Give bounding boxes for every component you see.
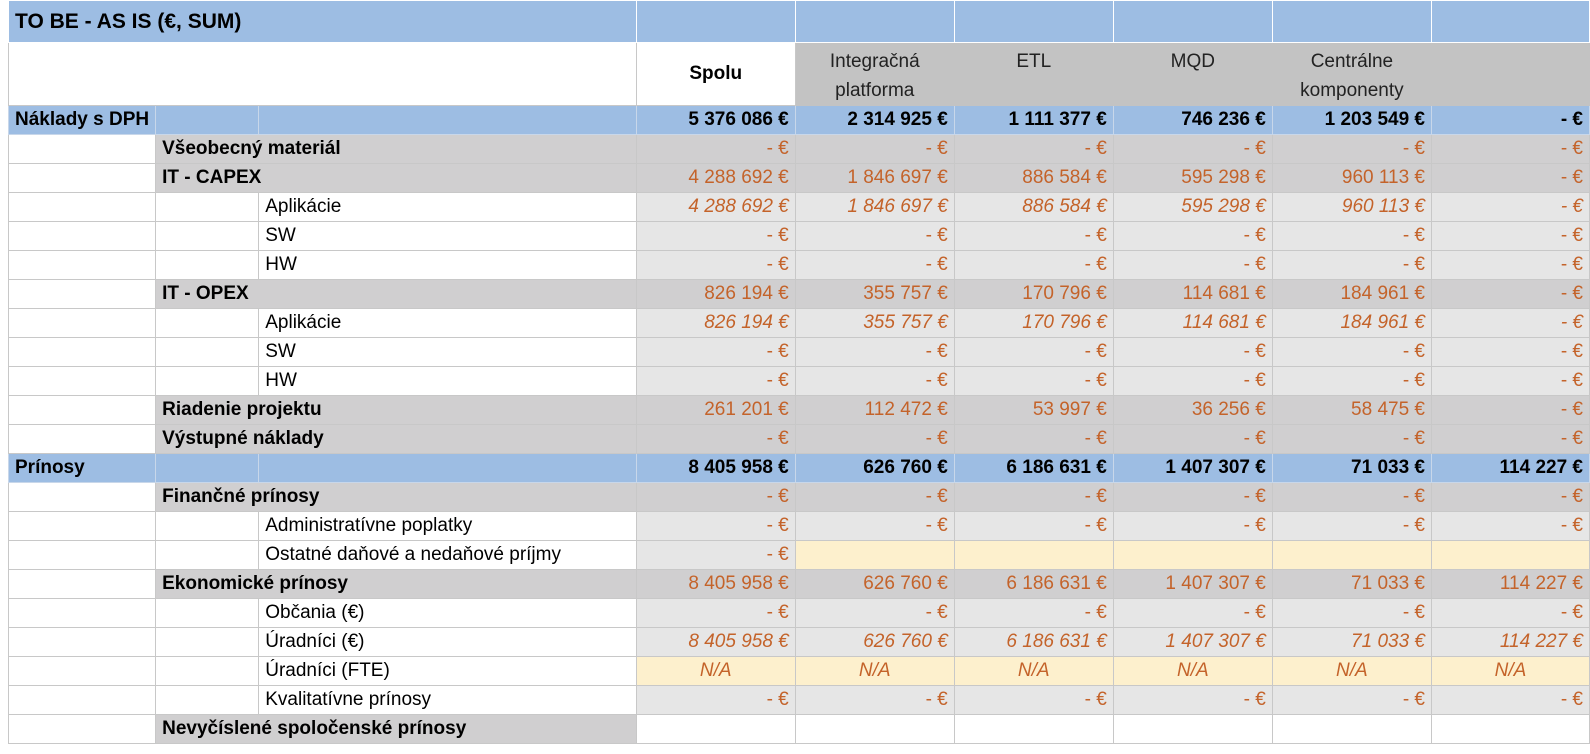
indent-cell[interactable] [9,570,156,599]
value-cell[interactable]: 886 584 € [954,164,1113,193]
value-cell[interactable]: 114 681 € [1113,309,1272,338]
value-cell[interactable]: - € [795,599,954,628]
value-cell[interactable] [954,541,1113,570]
value-cell[interactable]: - € [1432,338,1590,367]
value-cell[interactable] [1272,715,1431,744]
section-label-cell[interactable]: Prínosy [9,454,156,483]
value-cell[interactable]: - € [636,541,795,570]
value-cell[interactable]: 184 961 € [1272,309,1431,338]
table-row [9,425,1590,454]
item-label-cell[interactable]: Ostatné daňové a nedaňové príjmy [259,541,637,570]
value-cell[interactable]: - € [1432,106,1590,135]
table-row [9,106,1590,135]
spreadsheet-table [8,0,1590,744]
value-cell[interactable]: 595 298 € [1113,164,1272,193]
indent-cell[interactable] [9,222,156,251]
indent-cell[interactable] [156,686,259,715]
value-cell[interactable]: 595 298 € [1113,193,1272,222]
table-row [9,135,1590,164]
value-cell[interactable]: - € [636,512,795,541]
value-cell[interactable]: 8 405 958 € [636,454,795,483]
table-row [9,541,1590,570]
indent-cell[interactable] [9,367,156,396]
value-cell[interactable]: N/A [795,657,954,686]
table-row [9,686,1590,715]
table-row [9,338,1590,367]
indent-cell[interactable] [9,657,156,686]
value-cell[interactable]: 886 584 € [954,193,1113,222]
indent-cell[interactable] [9,135,156,164]
value-cell[interactable]: - € [1113,686,1272,715]
value-cell[interactable]: 53 997 € [954,396,1113,425]
value-cell[interactable]: - € [954,425,1113,454]
value-cell[interactable]: - € [1113,367,1272,396]
table-row [9,483,1590,512]
column-header-cell[interactable]: MQD [1113,43,1272,106]
value-cell[interactable]: 355 757 € [795,280,954,309]
table-row [9,193,1590,222]
empty-cell[interactable] [156,106,259,135]
value-cell[interactable]: - € [795,135,954,164]
sheet-title-cell[interactable]: TO BE - AS IS (€, SUM) [9,1,637,43]
indent-cell[interactable] [156,367,259,396]
table-row [9,309,1590,338]
value-cell[interactable]: - € [1432,599,1590,628]
value-cell[interactable]: N/A [636,657,795,686]
value-cell[interactable]: - € [1113,599,1272,628]
value-cell[interactable]: 71 033 € [1272,454,1431,483]
indent-cell[interactable] [156,309,259,338]
table-row [9,512,1590,541]
value-cell[interactable]: - € [636,135,795,164]
column-header-cell[interactable]: Integračná platforma [795,43,954,106]
indent-cell[interactable] [9,686,156,715]
value-cell[interactable]: 71 033 € [1272,628,1431,657]
value-cell[interactable]: - € [795,512,954,541]
value-cell[interactable]: - € [795,483,954,512]
value-cell[interactable]: 960 113 € [1272,164,1431,193]
value-cell[interactable]: - € [1113,135,1272,164]
table-row [9,628,1590,657]
value-cell[interactable] [1113,541,1272,570]
indent-cell[interactable] [156,512,259,541]
indent-cell[interactable] [9,338,156,367]
value-cell[interactable]: 1 846 697 € [795,164,954,193]
value-cell[interactable]: - € [1272,483,1431,512]
item-label-cell[interactable]: Aplikácie [259,193,637,222]
table-row [9,222,1590,251]
value-cell[interactable] [636,715,795,744]
value-cell[interactable]: - € [954,135,1113,164]
value-cell[interactable]: 4 288 692 € [636,193,795,222]
column-header-cell[interactable]: ETL [954,43,1113,106]
title-empty-cell[interactable] [1272,1,1431,43]
value-cell[interactable]: - € [1432,367,1590,396]
value-cell[interactable] [795,541,954,570]
value-cell[interactable]: - € [954,251,1113,280]
value-cell[interactable]: - € [795,338,954,367]
value-cell[interactable]: N/A [1113,657,1272,686]
value-cell[interactable]: - € [1432,483,1590,512]
indent-cell[interactable] [9,280,156,309]
value-cell[interactable]: - € [1432,135,1590,164]
value-cell[interactable]: - € [636,483,795,512]
category-label-cell[interactable]: Ekonomické prínosy [156,570,637,599]
value-cell[interactable]: N/A [1272,657,1431,686]
value-cell[interactable] [1432,715,1590,744]
value-cell[interactable] [954,715,1113,744]
header-blank-cell[interactable] [9,43,637,106]
category-label-cell[interactable]: IT - CAPEX [156,164,637,193]
table-row [9,251,1590,280]
indent-cell[interactable] [9,164,156,193]
value-cell[interactable]: - € [1113,512,1272,541]
indent-cell[interactable] [9,541,156,570]
value-cell[interactable]: - € [1432,222,1590,251]
column-header-cell[interactable]: Centrálne komponenty [1272,43,1431,106]
value-cell[interactable]: 170 796 € [954,280,1113,309]
title-row [9,1,1590,43]
value-cell[interactable]: 6 186 631 € [954,454,1113,483]
value-cell[interactable]: 8 405 958 € [636,628,795,657]
value-cell[interactable]: N/A [954,657,1113,686]
value-cell[interactable]: - € [636,251,795,280]
value-cell[interactable]: 826 194 € [636,280,795,309]
category-label-cell[interactable]: Výstupné náklady [156,425,637,454]
value-cell[interactable]: - € [795,686,954,715]
table-row [9,454,1590,483]
value-cell[interactable] [1113,715,1272,744]
category-label-cell[interactable]: Riadenie projektu [156,396,637,425]
item-label-cell[interactable]: Administratívne poplatky [259,512,637,541]
indent-cell[interactable] [9,396,156,425]
table-row [9,715,1590,744]
column-header-cell[interactable] [1432,43,1590,106]
value-cell[interactable]: - € [954,686,1113,715]
value-cell[interactable]: 261 201 € [636,396,795,425]
item-label-cell[interactable]: SW [259,338,637,367]
indent-cell[interactable] [9,599,156,628]
value-cell[interactable]: 36 256 € [1113,396,1272,425]
value-cell[interactable]: 5 376 086 € [636,106,795,135]
table-row [9,396,1590,425]
indent-cell[interactable] [156,222,259,251]
table-row [9,599,1590,628]
category-label-cell[interactable]: Finančné prínosy [156,483,637,512]
value-cell[interactable]: - € [1113,425,1272,454]
indent-cell[interactable] [156,251,259,280]
indent-cell[interactable] [9,193,156,222]
title-empty-cell[interactable] [1432,1,1590,43]
empty-cell[interactable] [259,106,637,135]
title-empty-cell[interactable] [954,1,1113,43]
category-label-cell[interactable]: Nevyčíslené spoločenské prínosy [156,715,637,744]
value-cell[interactable]: 114 681 € [1113,280,1272,309]
table-row [9,367,1590,396]
value-cell[interactable]: 114 227 € [1432,454,1590,483]
empty-cell[interactable] [156,454,259,483]
value-cell[interactable]: - € [1432,396,1590,425]
value-cell[interactable]: - € [1432,512,1590,541]
value-cell[interactable]: 184 961 € [1272,280,1431,309]
indent-cell[interactable] [9,483,156,512]
indent-cell[interactable] [156,338,259,367]
item-label-cell[interactable]: Aplikácie [259,309,637,338]
value-cell[interactable]: - € [1272,367,1431,396]
indent-cell[interactable] [156,193,259,222]
value-cell[interactable]: - € [1272,222,1431,251]
value-cell[interactable]: - € [636,338,795,367]
indent-cell[interactable] [9,425,156,454]
value-cell[interactable]: 1 407 307 € [1113,628,1272,657]
title-empty-cell[interactable] [795,1,954,43]
indent-cell[interactable] [9,251,156,280]
value-cell[interactable]: - € [636,222,795,251]
value-cell[interactable]: 1 846 697 € [795,193,954,222]
value-cell[interactable]: 2 314 925 € [795,106,954,135]
value-cell[interactable]: - € [954,599,1113,628]
table-row [9,570,1590,599]
value-cell[interactable]: - € [1272,251,1431,280]
value-cell[interactable]: 1 407 307 € [1113,570,1272,599]
item-label-cell[interactable]: Kvalitatívne prínosy [259,686,637,715]
table-row [9,280,1590,309]
value-cell[interactable]: 960 113 € [1272,193,1431,222]
section-label-cell[interactable]: Náklady s DPH [9,106,156,135]
item-label-cell[interactable]: Občania (€) [259,599,637,628]
item-label-cell[interactable]: HW [259,251,637,280]
value-cell[interactable]: 114 227 € [1432,628,1590,657]
value-cell[interactable]: - € [1432,280,1590,309]
value-cell[interactable]: - € [1432,193,1590,222]
value-cell[interactable]: 114 227 € [1432,570,1590,599]
indent-cell[interactable] [9,715,156,744]
indent-cell[interactable] [156,628,259,657]
value-cell[interactable]: - € [1432,164,1590,193]
value-cell[interactable]: - € [795,251,954,280]
title-empty-cell[interactable] [1113,1,1272,43]
title-empty-cell[interactable] [636,1,795,43]
value-cell[interactable]: 1 111 377 € [954,106,1113,135]
column-header-cell[interactable]: Spolu [636,43,795,106]
value-cell[interactable] [1432,541,1590,570]
value-cell[interactable]: - € [1432,425,1590,454]
value-cell[interactable]: 626 760 € [795,628,954,657]
value-cell[interactable]: 8 405 958 € [636,570,795,599]
header-row [9,43,1590,106]
indent-cell[interactable] [156,541,259,570]
value-cell[interactable]: - € [1272,338,1431,367]
value-cell[interactable]: - € [636,367,795,396]
value-cell[interactable]: - € [636,686,795,715]
value-cell[interactable]: 112 472 € [795,396,954,425]
value-cell[interactable]: - € [1113,251,1272,280]
value-cell[interactable]: - € [1272,135,1431,164]
value-cell[interactable]: 4 288 692 € [636,164,795,193]
value-cell[interactable]: N/A [1432,657,1590,686]
value-cell[interactable]: - € [1272,512,1431,541]
value-cell[interactable]: 71 033 € [1272,570,1431,599]
value-cell[interactable]: 58 475 € [1272,396,1431,425]
indent-cell[interactable] [9,628,156,657]
value-cell[interactable]: - € [1432,686,1590,715]
category-label-cell[interactable]: Všeobecný materiál [156,135,637,164]
value-cell[interactable]: 355 757 € [795,309,954,338]
value-cell[interactable] [1272,541,1431,570]
value-cell[interactable]: - € [636,599,795,628]
indent-cell[interactable] [9,512,156,541]
value-cell[interactable]: 826 194 € [636,309,795,338]
table-row [9,164,1590,193]
value-cell[interactable]: - € [636,425,795,454]
item-label-cell[interactable]: Úradníci (€) [259,628,637,657]
value-cell[interactable]: - € [954,222,1113,251]
item-label-cell[interactable]: SW [259,222,637,251]
value-cell[interactable]: 170 796 € [954,309,1113,338]
value-cell[interactable]: - € [1113,483,1272,512]
table-row [9,657,1590,686]
value-cell[interactable]: - € [1113,338,1272,367]
value-cell[interactable]: - € [1272,425,1431,454]
value-cell[interactable]: - € [795,425,954,454]
value-cell[interactable]: - € [954,483,1113,512]
value-cell[interactable]: - € [1272,686,1431,715]
value-cell[interactable]: - € [795,222,954,251]
value-cell[interactable]: - € [795,367,954,396]
value-cell[interactable]: 626 760 € [795,570,954,599]
value-cell[interactable]: - € [954,338,1113,367]
item-label-cell[interactable]: Úradníci (FTE) [259,657,637,686]
value-cell[interactable] [795,715,954,744]
value-cell[interactable]: - € [954,512,1113,541]
indent-cell[interactable] [156,599,259,628]
value-cell[interactable]: 1 203 549 € [1272,106,1431,135]
value-cell[interactable]: - € [1432,251,1590,280]
value-cell[interactable]: - € [954,367,1113,396]
value-cell[interactable]: 1 407 307 € [1113,454,1272,483]
item-label-cell[interactable]: HW [259,367,637,396]
indent-cell[interactable] [156,657,259,686]
category-label-cell[interactable]: IT - OPEX [156,280,637,309]
value-cell[interactable]: - € [1113,222,1272,251]
value-cell[interactable]: 746 236 € [1113,106,1272,135]
value-cell[interactable]: 626 760 € [795,454,954,483]
indent-cell[interactable] [9,309,156,338]
value-cell[interactable]: 6 186 631 € [954,628,1113,657]
value-cell[interactable]: - € [1432,309,1590,338]
empty-cell[interactable] [259,454,637,483]
value-cell[interactable]: - € [1272,599,1431,628]
value-cell[interactable]: 6 186 631 € [954,570,1113,599]
